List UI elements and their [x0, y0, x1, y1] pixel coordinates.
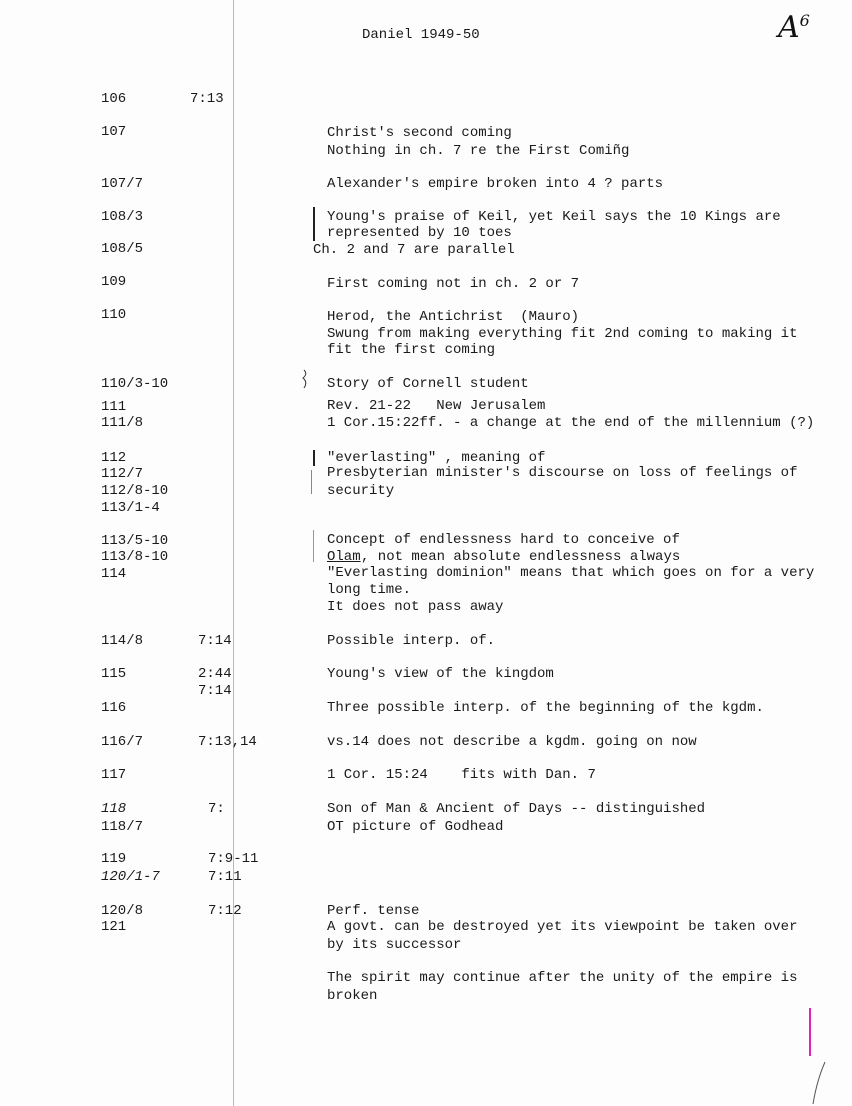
margin-bar-mark	[313, 450, 315, 466]
note-line: Swung from making everything fit 2nd coming to making it	[327, 326, 798, 342]
page-ref: 118/7	[101, 819, 144, 835]
note-line: Possible interp. of.	[327, 633, 496, 649]
verse-ref: 7:9-11	[208, 851, 259, 867]
note-line: , not mean absolute endlessness always	[361, 549, 681, 565]
note-line: vs.14 does not describe a kgdm. going on now	[327, 734, 697, 750]
verse-ref: 7:12	[208, 903, 242, 919]
note-line: security	[327, 483, 395, 499]
note-line: long time.	[327, 582, 412, 598]
page-ref: 113/5-10	[101, 533, 169, 549]
note-line: fit the first coming	[327, 342, 496, 358]
note-line: Young's view of the kingdom	[327, 666, 554, 682]
note-line: A govt. can be destroyed yet its viewpoint be taken over	[327, 919, 798, 935]
margin-line	[233, 0, 234, 1106]
page-ref: 114/8	[101, 633, 144, 649]
page-ref: 117	[101, 767, 127, 783]
page-ref: 116	[101, 700, 127, 716]
note-line: broken	[327, 988, 378, 1004]
note-line: Perf. tense	[327, 903, 420, 919]
note-line: 1 Cor.15:22ff. - a change at the end of the millennium (?)	[327, 415, 815, 431]
note-line: Herod, the Antichrist (Mauro)	[327, 309, 580, 325]
note-line: by its successor	[327, 937, 462, 953]
page-ref: 119	[101, 851, 127, 867]
note-line: The spirit may continue after the unity of the empire is	[327, 970, 798, 986]
page-ref: 120/8	[101, 903, 144, 919]
page-ref: 108/5	[101, 241, 144, 257]
note-line: Son of Man & Ancient of Days -- distinguished	[327, 801, 706, 817]
page-ref: 107	[101, 124, 127, 140]
page-ref: 114	[101, 566, 127, 582]
page-edge-mark	[805, 1060, 845, 1106]
page-ref: 111	[101, 399, 127, 415]
page-ref: 118	[101, 801, 127, 817]
verse-ref: 7:	[208, 801, 225, 817]
page-ref: 109	[101, 274, 127, 290]
note-line: "everlasting" , meaning of	[327, 450, 546, 466]
verse-ref: 7:14	[198, 683, 232, 699]
note-line: Ch. 2 and 7 are parallel	[313, 242, 515, 258]
underlined-word-olam: Olam	[327, 549, 361, 565]
page-ref: 113/8-10	[101, 549, 169, 565]
note-line: Young's praise of Keil, yet Keil says the 10 Kings are	[327, 209, 781, 225]
note-line: Nothing in ch. 7 re the First Comiñg	[327, 143, 630, 159]
note-line: It does not pass away	[327, 599, 504, 615]
note-line: 1 Cor. 15:24 fits with Dan. 7	[327, 767, 596, 783]
page-ref: 112/8-10	[101, 483, 169, 499]
note-line: Presbyterian minister's discourse on loss of feelings of	[327, 465, 798, 481]
verse-ref: 7:14	[198, 633, 232, 649]
note-line: Story of Cornell student	[327, 376, 529, 392]
handwritten-squiggle-mark	[298, 368, 310, 392]
margin-bar-mark	[313, 207, 315, 241]
margin-bar-mark	[313, 530, 314, 562]
verse-ref: 7:11	[208, 869, 242, 885]
note-line: OT picture of Godhead	[327, 819, 504, 835]
note-line: Three possible interp. of the beginning of the kgdm.	[327, 700, 764, 716]
page-ref: 106	[101, 91, 127, 107]
page-ref: 120/1-7	[101, 869, 160, 885]
page-ref: 112	[101, 450, 127, 466]
page-ref: 107/7	[101, 176, 144, 192]
page-ref: 108/3	[101, 209, 144, 225]
verse-ref: 7:13	[190, 91, 224, 107]
page-ref: 121	[101, 919, 127, 935]
page-ref: 111/8	[101, 415, 144, 431]
page-ref: 115	[101, 666, 127, 682]
page-ref: 110/3-10	[101, 376, 169, 392]
note-line: Concept of endlessness hard to conceive of	[327, 532, 680, 548]
margin-bar-mark	[311, 470, 312, 494]
note-line: represented by 10 toes	[327, 225, 512, 241]
pen-mark	[809, 1008, 811, 1056]
note-line: Christ's second coming	[327, 125, 512, 141]
handwritten-page-mark: $A^6$	[778, 10, 810, 45]
verse-ref: 2:44	[198, 666, 232, 682]
page-ref: 112/7	[101, 466, 144, 482]
note-line: Alexander's empire broken into 4 ? parts	[327, 176, 664, 192]
document-title: Daniel 1949-50	[362, 27, 480, 43]
page-ref: 110	[101, 307, 127, 323]
page-ref: 113/1-4	[101, 500, 160, 516]
page-ref: 116/7	[101, 734, 144, 750]
note-line: "Everlasting dominion" means that which goes on for a very	[327, 565, 815, 581]
note-line: First coming not in ch. 2 or 7	[327, 276, 580, 292]
verse-ref: 7:13,14	[198, 734, 257, 750]
note-line: Rev. 21-22 New Jerusalem	[327, 398, 546, 414]
